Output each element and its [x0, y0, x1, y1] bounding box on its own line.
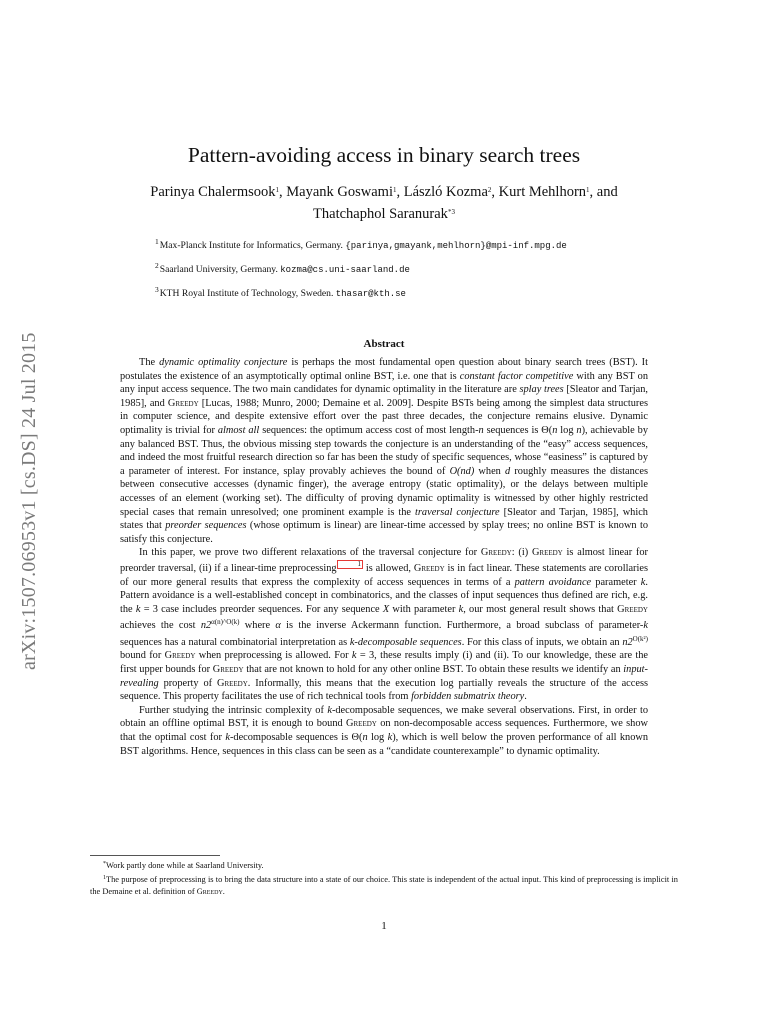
- footnote-item: *Work partly done while at Saarland University.: [103, 861, 264, 870]
- footnote-link[interactable]: 1: [337, 560, 364, 569]
- footnote-item: $^1$The purpose of preprocessing is to bring the data structure into a state of our choice. This state is independent of the actual input. This kind of preprocessing is implicit in the Demaine et al. definition of Greedy.: [90, 875, 678, 896]
- affiliation-number: 1: [155, 237, 159, 246]
- author-affiliation-mark: *3: [447, 208, 455, 216]
- affiliation-list: [155, 232, 675, 304]
- paper-title: Pattern-avoiding access in binary search trees: [187, 143, 581, 167]
- author-name: Parinya Chalermsook: [150, 184, 276, 200]
- author-separator: ,: [396, 184, 404, 200]
- affiliation-text: KTH Royal Institute of Technology, Sweden.: [159, 288, 334, 299]
- author-conjunction: , and: [589, 184, 618, 200]
- abstract-paragraph-3: Further studying the intrinsic complexity of k-decomposable sequences, we make several observations. First, in order to obtain an offline optimal BST, it is enough to bound Greedy on non-decomposable access sequences. Furthermore, we show that the optimal cost for k-decomposable sequences is Θ(n log k), which is well below the proven performance of all known BST algorithms. Hence, sequences in this class can be seen as a “candidate counterexample” to dynamic optimality.: [120, 704, 649, 757]
- author-affiliation-mark: 1: [392, 186, 397, 194]
- affiliation-email[interactable]: thasar@kth.se: [335, 289, 406, 299]
- footnote-rule: [90, 855, 220, 856]
- page-number: 1: [381, 920, 387, 932]
- abstract-body: [120, 356, 648, 758]
- author-affiliation-mark: 1: [275, 186, 280, 194]
- abstract-heading: Abstract: [363, 338, 405, 350]
- author-name: Thatchaphol Saranurak: [313, 206, 448, 222]
- author-affiliation-mark: 1: [586, 186, 590, 194]
- affiliation-text: Saarland University, Germany.: [159, 264, 278, 275]
- affiliation-text: Max-Planck Institute for Informatics, Germany.: [159, 240, 343, 251]
- author-name: Mayank Goswami: [286, 184, 393, 200]
- author-list: [110, 180, 658, 224]
- affiliation-item: [155, 256, 675, 280]
- affiliation-number: 2: [155, 261, 159, 270]
- author-separator: ,: [491, 184, 499, 200]
- author-name: Kurt Mehlhorn: [498, 184, 587, 200]
- affiliation-email[interactable]: {parinya,gmayank,mehlhorn}@mpi-inf.mpg.de: [345, 241, 567, 251]
- affiliation-number: 3: [155, 285, 159, 294]
- arxiv-identifier: arXiv:1507.06953v1 [cs.DS] 24 Jul 2015: [18, 332, 40, 670]
- affiliation-email[interactable]: kozma@cs.uni-saarland.de: [280, 265, 410, 275]
- affiliation-item: [155, 280, 675, 304]
- author-separator: ,: [279, 184, 287, 200]
- author-affiliation-mark: 2: [487, 186, 492, 194]
- abstract-paragraph-2: In this paper, we prove two different relaxations of the traversal conjecture for Greedy: (i) Greedy is almost linear for preorder traversal, (ii) if a linear-time preprocessing 1 is allowed, Greedy is in fact linear. These statements are corollaries of our more general results that express the complexity of access sequences in terms of a pattern avoidance parameter k. Pattern avoidance is a well-established concept in combinatorics, and the classes of input sequences thus defined are rich, e.g. the k = 3 case includes preorder sequences. For any sequence X with parameter k, our most general result shows that Greedy achieves the cost $n2^{\alpha(n)\^{}O(k)}$ where α is the inverse Ackermann function. Furthermore, a broad subclass of parameter-k sequences has a natural combinatorial interpretation as k-decomposable sequences. For this class of inputs, we obtain an $n2^{O(k^2)}$ bound for Greedy when preprocessing is allowed. For k = 3, these results imply (i) and (ii). To our knowledge, these are the first upper bounds for Greedy that are not known to hold for any other online BST. To obtain these results we identify an input-revealing property of Greedy. Informally, this means that the execution log partially reveals the structure of the access sequence. This property facilitates the use of rich technical tools from forbidden submatrix theory.: [120, 547, 649, 703]
- abstract-paragraph-1: The dynamic optimality conjecture is perhaps the most fundamental open question about binary search trees (BST). It postulates the existence of an asymptotically optimal online BST, i.e. one that is constant factor competitive with any BST on any input access sequence. The two main candidates for dynamic optimality in the literature are splay trees [Sleator and Tarjan, 1985], and Greedy [Lucas, 1988; Munro, 2000; Demaine et al. 2009]. Despite BSTs being among the simplest data structures in computer science, and despite extensive effort over the past three decades, the conjecture remains elusive. Dynamic optimality is trivial for almost all sequences: the optimum access cost of most length-n sequences is Θ(n log n), achievable by any balanced BST. Thus, the obvious missing step towards the conjecture is an understanding of the “easy” access sequences, and indeed the most fruitful research direction so far has been the study of specific sequences, whose “easiness” is captured by a parameter of interest. For instance, splay provably achieves the bound of O(nd) when d roughly measures the distances between consecutive accesses (dynamic finger), the average entropy (static optimality), or the delays between multiple accesses of an element (working set). The difficulty of proving dynamic optimality is witnessed by other highly restricted special cases that remain unresolved; one prominent example is the traversal conjecture [Sleator and Tarjan, 1985], which states that preorder sequences (whose optimum is linear) are linear-time accessed by splay trees; no online BST is known to satisfy this conjecture.: [120, 357, 649, 545]
- author-name: László Kozma: [403, 184, 488, 200]
- affiliation-item: [155, 232, 675, 256]
- footnotes: [90, 858, 678, 898]
